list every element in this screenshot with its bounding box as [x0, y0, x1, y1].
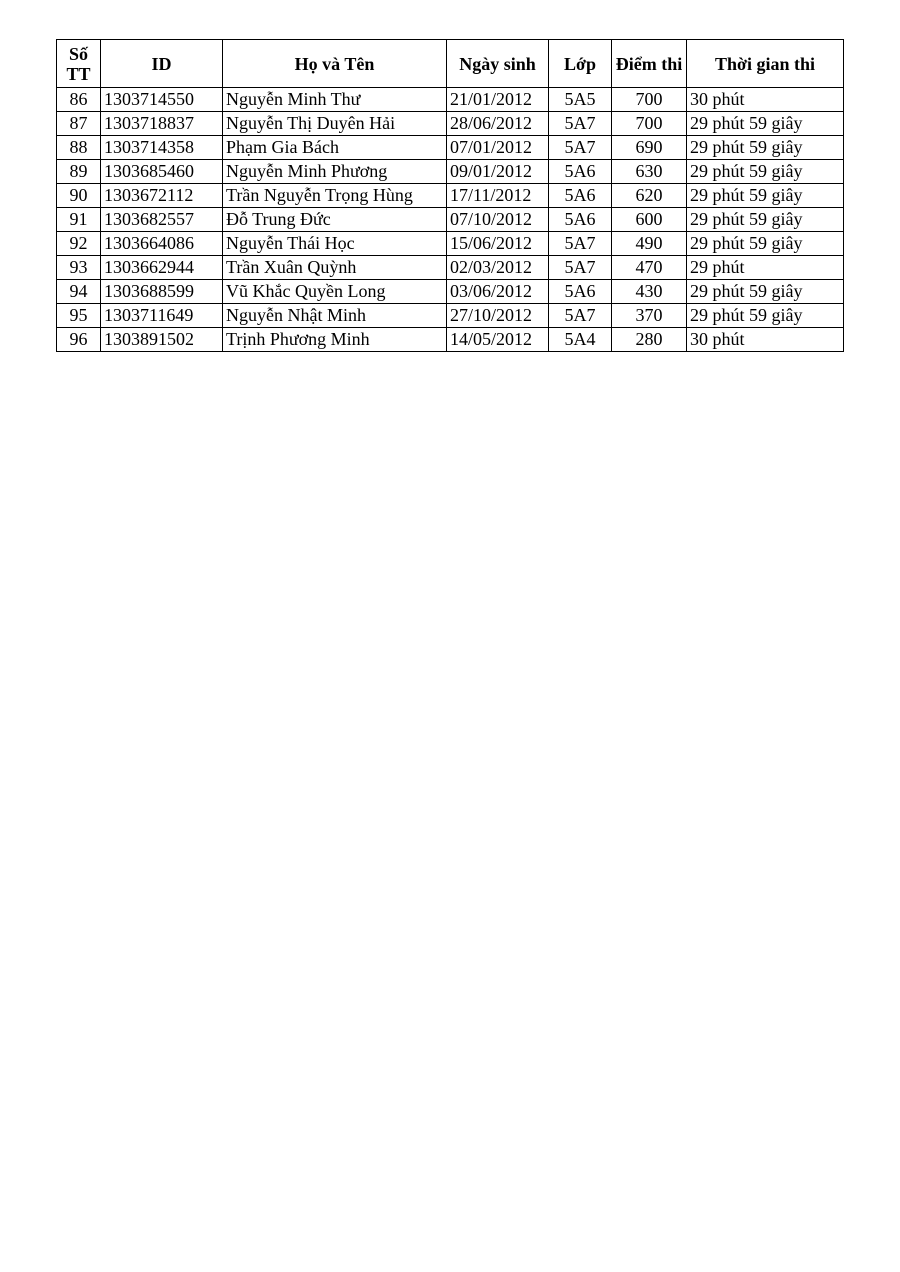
cell-score: 600 — [612, 208, 687, 232]
cell-time: 29 phút 59 giây — [687, 304, 844, 328]
cell-score: 700 — [612, 88, 687, 112]
table-row — [57, 256, 844, 280]
header-class: Lớp — [549, 40, 612, 88]
table-row — [57, 184, 844, 208]
cell-dob: 14/05/2012 — [447, 328, 549, 352]
cell-dob: 15/06/2012 — [447, 232, 549, 256]
cell-time: 29 phút 59 giây — [687, 136, 844, 160]
cell-stt: 96 — [57, 328, 101, 352]
results-table — [56, 39, 844, 352]
cell-name: Trần Nguyễn Trọng Hùng — [223, 184, 447, 208]
cell-stt: 90 — [57, 184, 101, 208]
cell-class: 5A5 — [549, 88, 612, 112]
header-stt-line1: Số — [68, 43, 88, 64]
cell-name: Phạm Gia Bách — [223, 136, 447, 160]
table-row — [57, 136, 844, 160]
cell-score: 490 — [612, 232, 687, 256]
cell-id: 1303688599 — [101, 280, 223, 304]
cell-score: 280 — [612, 328, 687, 352]
cell-time: 30 phút — [687, 88, 844, 112]
cell-class: 5A6 — [549, 160, 612, 184]
cell-id: 1303891502 — [101, 328, 223, 352]
cell-score: 630 — [612, 160, 687, 184]
table-row — [57, 208, 844, 232]
cell-class: 5A7 — [549, 256, 612, 280]
header-stt-line2: TT — [66, 63, 91, 84]
header-id: ID — [101, 40, 223, 88]
header-stt — [57, 40, 101, 88]
cell-score: 620 — [612, 184, 687, 208]
cell-time: 29 phút — [687, 256, 844, 280]
cell-dob: 27/10/2012 — [447, 304, 549, 328]
cell-stt: 88 — [57, 136, 101, 160]
header-name: Họ và Tên — [223, 40, 447, 88]
cell-id: 1303714358 — [101, 136, 223, 160]
cell-time: 29 phút 59 giây — [687, 160, 844, 184]
cell-stt: 95 — [57, 304, 101, 328]
cell-class: 5A7 — [549, 304, 612, 328]
cell-dob: 02/03/2012 — [447, 256, 549, 280]
header-score: Điểm thi — [612, 40, 687, 88]
cell-class: 5A7 — [549, 112, 612, 136]
cell-id: 1303662944 — [101, 256, 223, 280]
cell-score: 370 — [612, 304, 687, 328]
table-row — [57, 160, 844, 184]
table-row — [57, 328, 844, 352]
cell-class: 5A6 — [549, 184, 612, 208]
cell-score: 690 — [612, 136, 687, 160]
cell-dob: 21/01/2012 — [447, 88, 549, 112]
cell-class: 5A4 — [549, 328, 612, 352]
cell-name: Nguyễn Thái Học — [223, 232, 447, 256]
table-body — [57, 88, 844, 352]
cell-dob: 07/01/2012 — [447, 136, 549, 160]
cell-stt: 89 — [57, 160, 101, 184]
cell-name: Nguyễn Minh Thư — [223, 88, 447, 112]
cell-name: Nguyễn Minh Phương — [223, 160, 447, 184]
table-row — [57, 304, 844, 328]
table-row — [57, 88, 844, 112]
header-row — [57, 40, 844, 88]
cell-dob: 03/06/2012 — [447, 280, 549, 304]
cell-class: 5A6 — [549, 280, 612, 304]
cell-score: 470 — [612, 256, 687, 280]
cell-dob: 17/11/2012 — [447, 184, 549, 208]
cell-stt: 94 — [57, 280, 101, 304]
cell-stt: 87 — [57, 112, 101, 136]
cell-stt: 86 — [57, 88, 101, 112]
cell-name: Nguyễn Nhật Minh — [223, 304, 447, 328]
cell-time: 29 phút 59 giây — [687, 232, 844, 256]
table-row — [57, 112, 844, 136]
cell-name: Đỗ Trung Đức — [223, 208, 447, 232]
header-time: Thời gian thi — [687, 40, 844, 88]
cell-time: 29 phút 59 giây — [687, 280, 844, 304]
cell-name: Trịnh Phương Minh — [223, 328, 447, 352]
cell-stt: 92 — [57, 232, 101, 256]
table-row — [57, 232, 844, 256]
cell-time: 30 phút — [687, 328, 844, 352]
cell-score: 430 — [612, 280, 687, 304]
cell-stt: 93 — [57, 256, 101, 280]
cell-score: 700 — [612, 112, 687, 136]
cell-time: 29 phút 59 giây — [687, 184, 844, 208]
cell-class: 5A7 — [549, 232, 612, 256]
cell-id: 1303672112 — [101, 184, 223, 208]
cell-dob: 07/10/2012 — [447, 208, 549, 232]
cell-class: 5A7 — [549, 136, 612, 160]
cell-stt: 91 — [57, 208, 101, 232]
cell-class: 5A6 — [549, 208, 612, 232]
cell-id: 1303664086 — [101, 232, 223, 256]
cell-dob: 28/06/2012 — [447, 112, 549, 136]
cell-name: Nguyễn Thị Duyên Hải — [223, 112, 447, 136]
cell-id: 1303714550 — [101, 88, 223, 112]
cell-id: 1303711649 — [101, 304, 223, 328]
table-row — [57, 280, 844, 304]
cell-id: 1303685460 — [101, 160, 223, 184]
cell-dob: 09/01/2012 — [447, 160, 549, 184]
cell-name: Vũ Khắc Quyền Long — [223, 280, 447, 304]
cell-id: 1303718837 — [101, 112, 223, 136]
header-dob: Ngày sinh — [447, 40, 549, 88]
cell-id: 1303682557 — [101, 208, 223, 232]
cell-time: 29 phút 59 giây — [687, 208, 844, 232]
cell-name: Trần Xuân Quỳnh — [223, 256, 447, 280]
cell-time: 29 phút 59 giây — [687, 112, 844, 136]
